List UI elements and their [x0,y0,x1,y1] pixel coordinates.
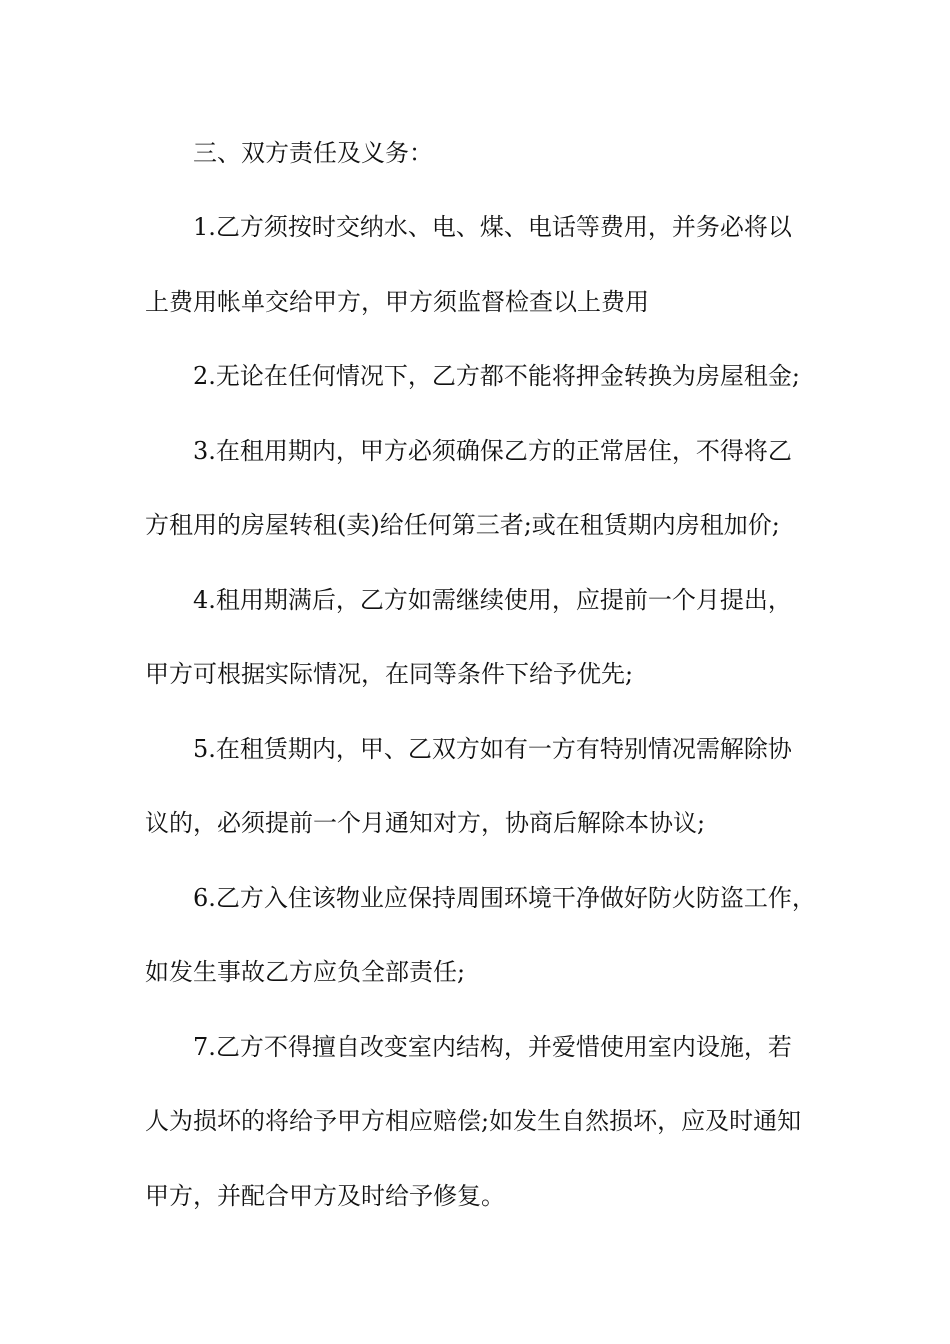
paragraph-line: 上费用帐单交给甲方，甲方须监督检查以上费用 [145,288,649,316]
section-heading: 三、双方责任及义务： [193,139,433,167]
paragraph-line: 甲方可根据实际情况，在同等条件下给予优先; [145,660,634,688]
paragraph-line: 7.乙方不得擅自改变室内结构，并爱惜使用室内设施，若 [193,1033,792,1061]
paragraph-line: 5.在租赁期内，甲、乙双方如有一方有特别情况需解除协 [193,735,792,763]
paragraph-line: 1.乙方须按时交纳水、电、煤、电话等费用，并务必将以 [193,213,792,241]
paragraph-line: 4.租用期满后，乙方如需继续使用，应提前一个月提出， [193,586,792,614]
paragraph-line: 人为损坏的将给予甲方相应赔偿;如发生自然损坏，应及时通知 [145,1107,802,1135]
paragraph-line: 2.无论在任何情况下，乙方都不能将押金转换为房屋租金; [193,362,800,390]
paragraph-line: 3.在租用期内，甲方必须确保乙方的正常居住，不得将乙 [193,437,792,465]
paragraph-line: 议的，必须提前一个月通知对方，协商后解除本协议; [145,809,706,837]
paragraph-line: 甲方，并配合甲方及时给予修复。 [145,1182,505,1210]
paragraph-line: 6.乙方入住该物业应保持周围环境干净做好防火防盗工作， [193,884,816,912]
paragraph-line: 方租用的房屋转租(卖)给任何第三者;或在租赁期内房租加价; [145,511,780,539]
paragraph-line: 如发生事故乙方应负全部责任; [145,958,466,986]
